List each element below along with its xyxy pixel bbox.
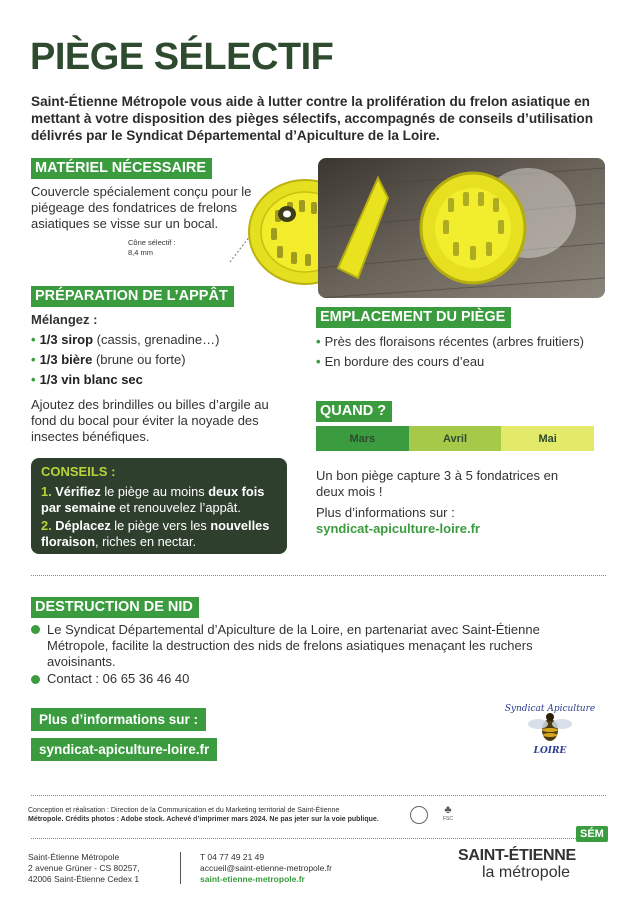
recycle-icon xyxy=(410,806,428,824)
trap-photo-image xyxy=(318,158,605,298)
syndicat-apiculture-logo: Syndicat Apiculture LOIRE xyxy=(500,700,600,760)
quand-plus-info: Plus d’informations sur : xyxy=(316,505,455,520)
page-title: PIÈGE SÉLECTIF xyxy=(30,36,334,78)
list-item: • 1/3 sirop (cassis, grenadine…) xyxy=(31,332,220,347)
section-heading-quand: QUAND ? xyxy=(316,401,392,422)
list-item: • 1/3 vin blanc sec xyxy=(31,372,143,387)
conseils-box xyxy=(31,458,287,554)
fsc-logo: ♣ FSC xyxy=(438,804,458,822)
section-heading-preparation: PRÉPARATION DE L’APPÂT xyxy=(31,286,234,307)
trap-photo xyxy=(318,158,605,298)
month-april: Avril xyxy=(409,426,502,451)
section-heading-destruction: DESTRUCTION DE NID xyxy=(31,597,199,618)
divider xyxy=(180,852,181,884)
syndicat-link-banner[interactable]: syndicat-apiculture-loire.fr xyxy=(31,738,217,761)
emplacement-list xyxy=(316,332,616,372)
divider xyxy=(31,575,606,576)
month-march: Mars xyxy=(316,426,409,451)
quand-link[interactable]: syndicat-apiculture-loire.fr xyxy=(316,521,480,536)
saint-etienne-metropole-logo: SÉM SAINT-ÉTIENNE la métropole xyxy=(458,826,608,886)
month-may: Mai xyxy=(501,426,594,451)
melangez-label: Mélangez : xyxy=(31,312,98,327)
ingredients-list xyxy=(31,330,291,390)
destruction-item: Le Syndicat Départemental d’Apiculture de la Loire, en partenariat avec Saint-Étienne Métropole, facilite la destruction des nids de frelons asiatiques menaçant les ruchers avoisinants. xyxy=(31,622,591,670)
period-timeline xyxy=(316,426,594,451)
bullet-dot xyxy=(31,625,40,634)
quand-text: Un bon piège capture 3 à 5 fondatrices en deux mois ! xyxy=(316,468,559,499)
bullet-dot xyxy=(31,675,40,684)
contact-item: Contact : 06 65 36 46 40 xyxy=(31,671,189,687)
section-heading-emplacement: EMPLACEMENT DU PIÈGE xyxy=(316,307,511,328)
section-heading-materiel: MATÉRIEL NÉCESSAIRE xyxy=(31,158,212,179)
preparation-note: Ajoutez des brindilles ou billes d’argile au fond du bocal pour éviter la noyade des insectes bénéfiques. xyxy=(31,397,269,444)
list-item: • En bordure des cours d’eau xyxy=(316,354,485,369)
conseils-heading: CONSEILS : xyxy=(41,464,116,479)
contact-info: T 04 77 49 21 49 accueil@saint-etienne-metropole.fr saint-etienne-metropole.fr xyxy=(200,852,332,884)
conseil-item: 1. Vérifiez le piège au moins deux fois par semaine et renouvelez l’appât. xyxy=(41,484,265,515)
credits: Conception et réalisation : Direction de la Communication et du Marketing territorial de Saint-Étienne Métropole. Crédits photos : Adobe stock. Achevé d’imprimer mars 2024. Ne pas jeter sur la voie publique. xyxy=(28,807,379,823)
list-item: • 1/3 bière (brune ou forte) xyxy=(31,352,186,367)
divider xyxy=(31,795,606,796)
plus-info-banner: Plus d’informations sur : xyxy=(31,708,206,731)
list-item: • Près des floraisons récentes (arbres fruitiers) xyxy=(316,334,584,349)
cone-label: Cône sélectif : 8,4 mm xyxy=(128,238,176,257)
tree-icon: ♣ xyxy=(444,804,452,816)
intro-text: Saint-Étienne Métropole vous aide à lutter contre la prolifération du frelon asiatique en mettant à votre disposition des pièges sélectifs, accompagnés de conseils d’utilisation délivrés par le Syndicat Départemental d’Apiculture de la Loire. xyxy=(31,94,594,143)
materiel-text: Couvercle spécialement conçu pour le piégeage des fondatrices de frelons asiatiques se visse sur un bocal. xyxy=(31,184,252,231)
conseil-item: 2. Déplacez le piège vers les nouvelles floraison, riches en nectar. xyxy=(41,518,270,549)
address: Saint-Étienne Métropole 2 avenue Grüner - CS 80257, 42006 Saint-Étienne Cedex 1 xyxy=(28,852,140,884)
